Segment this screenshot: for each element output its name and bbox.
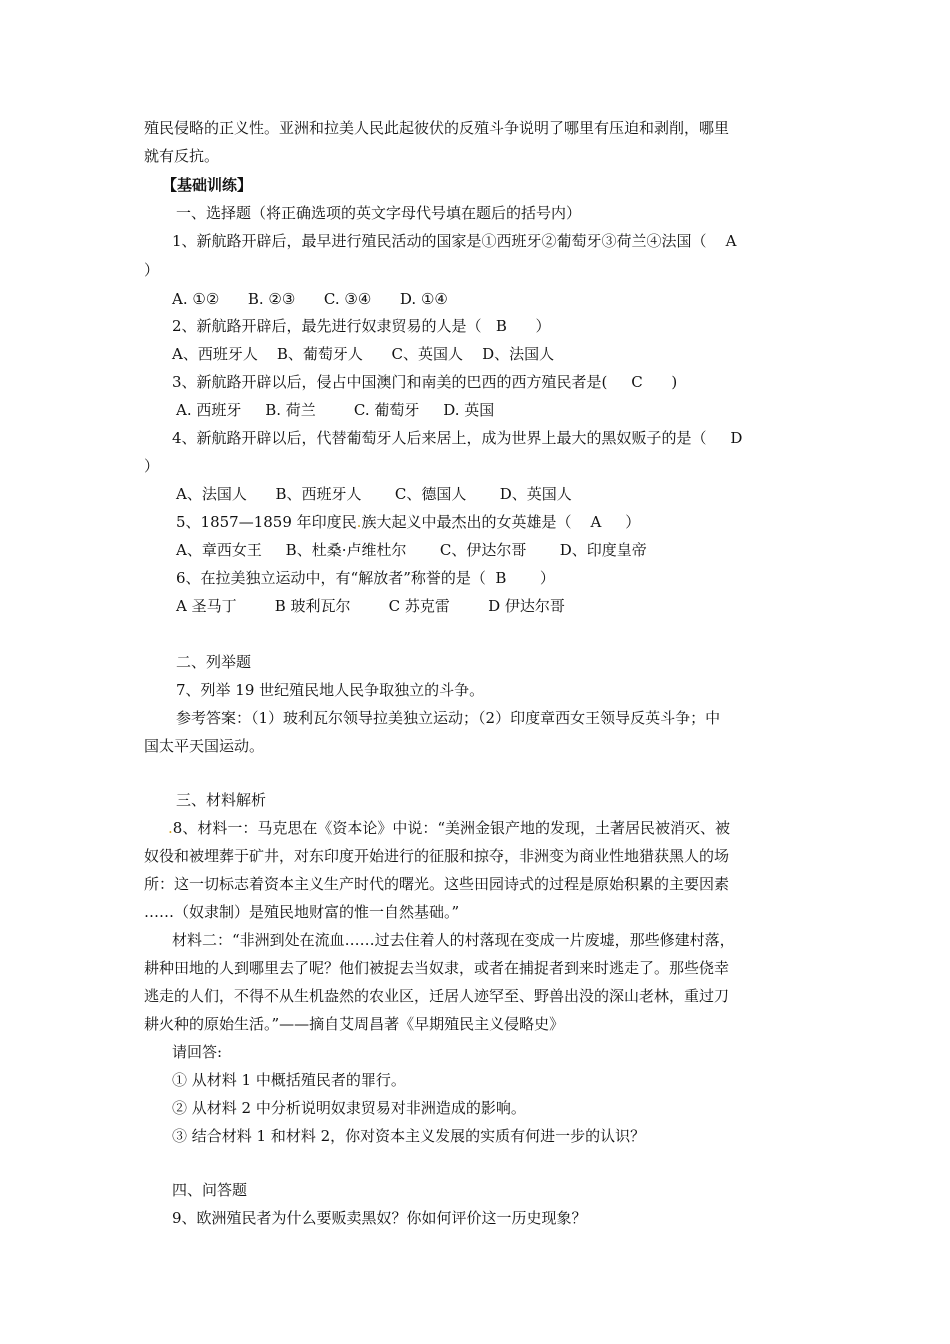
material-1-text: 8、材料一：马克思在《资本论》中说：“美洲金银产地的发现，土著居民被消灭、被 xyxy=(172,819,730,837)
question-5-stem-part: 族大起义中最杰出的女英雄是（ A ） xyxy=(361,513,641,531)
section-title: 【基础训练】 xyxy=(162,176,253,194)
question-1-stem-end: ） xyxy=(144,261,160,279)
question-5-stem xyxy=(176,508,640,536)
intro-line: 殖民侵略的正义性。亚洲和拉美人民此起彼伏的反殖斗争说明了哪里有压迫和剥削，哪里 xyxy=(144,119,730,137)
question-7: 7、列举 19 世纪殖民地人民争取独立的斗争。 xyxy=(176,681,485,699)
intro-line: 就有反抗。 xyxy=(144,147,220,165)
question-1-stem: 1、新航路开辟后，最早进行殖民活动的国家是①西班牙②葡萄牙③荷兰④法国（ A xyxy=(172,232,737,250)
material-2-line: 耕火种的原始生活。”——摘自艾周昌著《早期殖民主义侵略史》 xyxy=(144,1015,565,1033)
question-4-stem: 4、新航路开辟以后，代替葡萄牙人后来居上，成为世界上最大的黑奴贩子的是（ D xyxy=(172,429,743,447)
question-6-options: A 圣马丁 B 玻利瓦尔 C 苏克雷 D 伊达尔哥 xyxy=(176,597,565,615)
question-3-stem: 3、新航路开辟以后，侵占中国澳门和南美的巴西的西方殖民者是( C ) xyxy=(172,373,678,391)
artifact-dot: . xyxy=(356,513,362,531)
sub-question-2: ② 从材料 2 中分析说明奴隶贸易对非洲造成的影响。 xyxy=(172,1099,526,1117)
question-6-stem: 6、在拉美独立运动中，有“解放者”称誉的是（ B ） xyxy=(176,569,555,587)
part3-heading: 三、材料解析 xyxy=(176,791,267,809)
part1-heading: 一、选择题（将正确选项的英文字母代号填在题后的括号内） xyxy=(176,204,582,222)
question-2-options: A、西班牙人 B、葡萄牙人 C、英国人 D、法国人 xyxy=(172,345,555,363)
question-5-options: A、章西女王 B、杜桑·卢维杜尔 C、伊达尔哥 D、印度皇帝 xyxy=(176,541,647,559)
material-1-line: 奴役和被埋葬于矿井，对东印度开始进行的征服和掠夺，非洲变为商业性地猎获黑人的场 xyxy=(144,847,730,865)
answer-line: 国太平天国运动。 xyxy=(144,737,265,755)
part4-heading: 四、问答题 xyxy=(172,1181,248,1199)
question-1-options: A. ①② B. ②③ C. ③④ D. ①④ xyxy=(172,290,448,308)
question-5-stem-part: 5、1857—1859 年印度民 xyxy=(176,513,357,531)
material-2-line: 材料二：“非洲到处在流血……过去住着人的村落现在变成一片废墟，那些修建村落， xyxy=(172,931,735,949)
artifact-dot: . xyxy=(168,819,173,837)
material-1-line: 所：这一切标志着资本主义生产时代的曙光。这些田园诗式的过程是原始积累的主要因素 xyxy=(144,875,730,893)
material-1-line: ……（奴隶制）是殖民地财富的惟一自然基础。” xyxy=(144,903,460,921)
material-2-line: 逃走的人们，不得不从生机盎然的农业区，迁居人迹罕至、野兽出没的深山老林，重过刀 xyxy=(144,987,730,1005)
material-2-line: 耕种田地的人到哪里去了呢？他们被捉去当奴隶，或者在捕捉者到来时逃走了。那些侥幸 xyxy=(144,959,730,977)
question-4-stem-end: ） xyxy=(144,457,160,475)
answer-line: 参考答案：（1）玻利瓦尔领导拉美独立运动；（2）印度章西女王领导反英斗争；中 xyxy=(176,709,721,727)
material-1-line xyxy=(168,814,730,842)
ask-label: 请回答: xyxy=(172,1043,223,1061)
sub-question-3: ③ 结合材料 1 和材料 2，你对资本主义发展的实质有何进一步的认识？ xyxy=(172,1127,646,1145)
question-4-options: A、法国人 B、西班牙人 C、德国人 D、英国人 xyxy=(176,485,572,503)
sub-question-1: ① 从材料 1 中概括殖民者的罪行。 xyxy=(172,1071,406,1089)
question-9: 9、欧洲殖民者为什么要贩卖黑奴？你如何评价这一历史现象？ xyxy=(172,1209,587,1227)
question-3-options: A. 西班牙 B. 荷兰 C. 葡萄牙 D. 英国 xyxy=(176,401,495,419)
question-2-stem: 2、新航路开辟后，最先进行奴隶贸易的人是（ B ） xyxy=(172,317,551,335)
part2-heading: 二、列举题 xyxy=(176,653,252,671)
